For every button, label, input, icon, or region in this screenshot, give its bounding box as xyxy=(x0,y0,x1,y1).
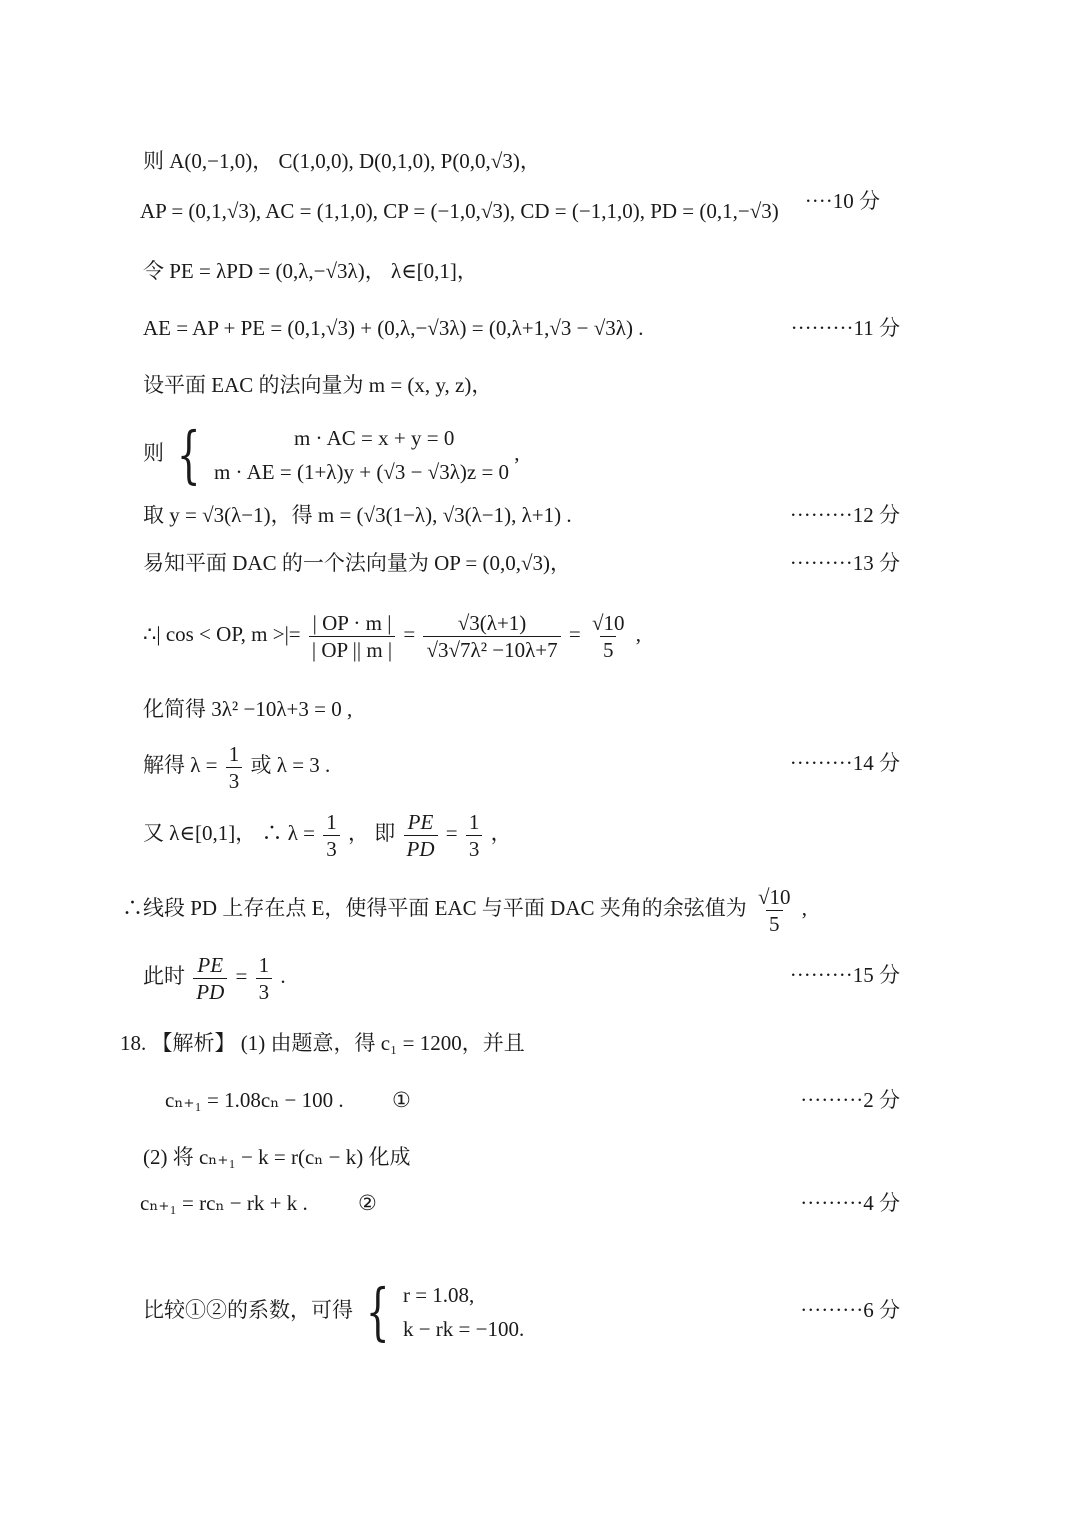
score-6: ·········6 分 xyxy=(800,1298,900,1322)
equals-sign: = xyxy=(235,964,248,988)
cosine-prefix: ∴| cos < OP, m >|= xyxy=(143,622,301,646)
fraction-numerator: PE xyxy=(197,952,224,977)
time-prefix: 此时 xyxy=(143,964,185,988)
range-middle: ， 即 xyxy=(348,821,396,845)
score-12: ·········12 分 xyxy=(789,503,900,527)
score-15: ·········15 分 xyxy=(789,963,900,987)
compare-prefix: 比较①②的系数，可得 xyxy=(143,1298,353,1322)
fraction-denominator: 5 xyxy=(600,636,617,663)
fraction-result xyxy=(589,610,628,663)
text-line-simplify: 化简得 3λ² −10λ+3 = 0 , xyxy=(143,697,353,721)
text-line-convert: (2) 将 cₙ₊₁ − k = r(cₙ − k) 化成 xyxy=(143,1145,411,1169)
text-line-take-y: 取 y = √3(λ−1)，得 m = (√3(1−λ), √3(λ−1), λ+1) . xyxy=(143,503,572,527)
score-11: ·········11 分 xyxy=(790,316,900,340)
problem-18-header: 18. 【解析】 (1) 由题意，得 c₁ = 1200，并且 xyxy=(120,1031,525,1055)
fraction-numerator: 1 xyxy=(468,809,480,834)
left-brace: { xyxy=(177,418,201,492)
text-line-coordinates: 则 A(0,−1,0)， C(1,0,0), D(0,1,0), P(0,0,√3)， xyxy=(143,149,541,173)
score-4: ·········4 分 xyxy=(800,1191,900,1215)
score-13: ·········13 分 xyxy=(789,551,900,575)
system-suffix: , xyxy=(514,441,520,465)
fraction-denominator: 3 xyxy=(256,978,273,1005)
fraction-denominator: | OP || m | xyxy=(309,636,395,663)
fraction-numerator: PE xyxy=(407,809,434,834)
fraction-sqrt10-5 xyxy=(755,884,794,937)
system-eq-2: k − rk = −100. xyxy=(402,1317,525,1342)
comma: , xyxy=(635,622,641,646)
text-line-vectors: AP = (0,1,√3), AC = (1,1,0), CP = (−1,0,√3), CD = (−1,1,0), PD = (0,1,−√3) xyxy=(140,199,779,223)
fraction-denominator: 5 xyxy=(766,910,783,937)
fraction-numerator: 1 xyxy=(228,741,240,766)
fraction-one-third xyxy=(226,741,243,794)
text-line-conclusion xyxy=(122,880,807,937)
system-eq-1: m · AC = x + y = 0 xyxy=(293,426,455,451)
system-prefix: 则 xyxy=(143,441,164,465)
conclusion-text: ∴线段 PD 上存在点 E，使得平面 EAC 与平面 DAC 夹角的余弦值为 xyxy=(122,896,747,920)
fraction-numerator: | OP · m | xyxy=(312,610,392,635)
solve-prefix: 解得 λ = xyxy=(143,753,218,777)
equation-recurrence-2: cₙ₊₁ = rcₙ − rk + k . xyxy=(140,1191,308,1215)
equation-system-2 xyxy=(143,1275,525,1349)
fraction-denominator: 3 xyxy=(323,835,340,862)
text-line-ae-vector: AE = AP + PE = (0,1,√3) + (0,λ,−√3λ) = (0,λ+1,√3 − √3λ) . xyxy=(143,316,644,340)
equation-system-1 xyxy=(143,418,520,492)
range-suffix: ， xyxy=(490,821,512,845)
text-line-at-this-time xyxy=(143,948,286,1005)
fraction-numerator: √10 xyxy=(758,884,791,909)
fraction-denominator: 3 xyxy=(226,767,243,794)
equals-sign: = xyxy=(568,622,581,646)
system-equations xyxy=(214,421,509,489)
equation-lambda-range xyxy=(143,808,512,862)
text-line-normal-vector: 设平面 EAC 的法向量为 m = (x, y, z)， xyxy=(143,373,493,397)
equation-cosine xyxy=(143,604,641,664)
text-line-pe-definition: 令 PE = λPD = (0,λ,−√3λ)， λ∈[0,1]， xyxy=(143,259,478,283)
fraction-denominator: PD xyxy=(404,835,438,862)
solve-suffix: 或 λ = 3 . xyxy=(250,753,331,777)
fraction-numerator: √3(λ+1) xyxy=(457,610,527,635)
range-prefix: 又 λ∈[0,1]， ∴ λ = xyxy=(143,821,315,845)
equation-recurrence: cₙ₊₁ = 1.08cₙ − 100 . xyxy=(165,1088,344,1112)
fraction-one-third xyxy=(323,809,340,862)
fraction-denominator: 3 xyxy=(466,835,483,862)
time-suffix: . xyxy=(280,964,286,988)
equation-solve-lambda xyxy=(143,740,330,794)
fraction-numerator: 1 xyxy=(326,809,337,834)
circle-mark-2: ② xyxy=(358,1191,377,1215)
text-line-plane-dac: 易知平面 DAC 的一个法向量为 OP = (0,0,√3)， xyxy=(143,551,572,575)
system-eq-1: r = 1.08, xyxy=(402,1283,475,1308)
fraction-numerator: √10 xyxy=(591,610,625,635)
fraction-denominator: PD xyxy=(193,978,227,1005)
circle-mark-1: ① xyxy=(392,1088,411,1112)
fraction-numerator: 1 xyxy=(258,952,270,977)
fraction-one-third xyxy=(466,809,483,862)
system-equations xyxy=(403,1278,524,1346)
equals-sign: = xyxy=(445,821,458,845)
system-eq-2: m · AE = (1+λ)y + (√3 − √3λ)z = 0 xyxy=(213,460,510,485)
fraction-pe-pd xyxy=(404,809,438,862)
left-brace: { xyxy=(366,1275,390,1349)
fraction-pe-pd xyxy=(193,952,227,1005)
fraction-denominator: √3√7λ² −10λ+7 xyxy=(423,636,560,663)
fraction-op-m xyxy=(309,610,395,663)
fraction-one-third xyxy=(256,952,273,1005)
fraction-lambda xyxy=(423,610,560,663)
equals-sign: = xyxy=(403,622,416,646)
score-2: ·········2 分 xyxy=(800,1088,900,1112)
score-10: ····10 分 xyxy=(804,189,880,213)
score-14: ·········14 分 xyxy=(789,751,900,775)
conclusion-suffix: , xyxy=(801,896,808,920)
